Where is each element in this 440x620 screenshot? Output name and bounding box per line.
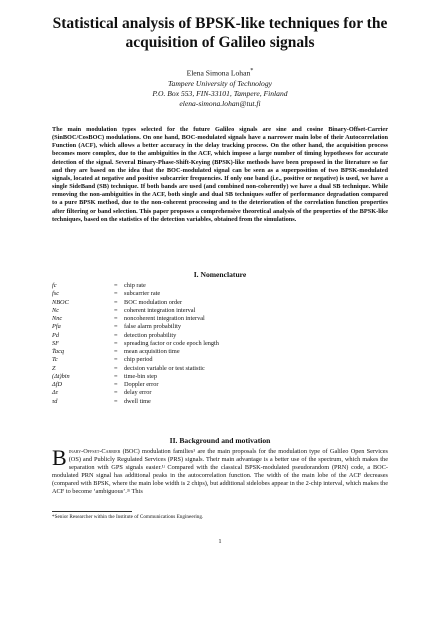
abstract: The main modulation types selected for the future Galileo signals are sine and cosine Binary-Offset-Carrier (SinBOC/CosBOC) modulations. On one hand, BOC-modulated signals have a narrower main lobe of their Autocorrelation Function (ACF), which allows a better accuracy in the delay tracking process. On the other hand, the acquisition process becomes more complex, due to the ambiguities in the ACF, which impose a large number of timing hypotheses for accurate detection of the signal. Several Binary-Phase-Shift-Keying (BPSK)-like methods have been proposed in the literature so far and they are based on the idea that the BOC-modulated signal can be seen as a superposition of two BPSK-modulated signals, located at negative and positive subcarrier frequencies. If only one band (i.e., positive or negative) is used, we have a single SideBand (SB) technique. If both bands are used (and combined non-coherently) we have a dual SB technique. While removing the non-ambiguities in the ACF, both single and dual SB techniques suffer of performance degradation compared to a pure BPSK method, due to the non-coherent processing and to the deterioration of the correlation function properties after filtering or band selection. This paper proposes a comprehensive theoretical analysis of the properties of the BPSK-like techniques, based on the statistics of the detection variables, obtained from the simulations.	[52, 126, 388, 223]
nomenclature-definition: chip rate	[124, 282, 146, 289]
nomenclature-symbol: Pfa	[52, 323, 61, 331]
nomenclature-row	[52, 290, 388, 298]
title-line-2: acquisition of Galileo signals	[125, 34, 315, 51]
nomenclature-definition: mean acquisition time	[124, 348, 180, 355]
nomenclature-heading: I. Nomenclature	[193, 270, 247, 279]
nomenclature-symbol: Tc	[52, 356, 58, 364]
nomenclature-equals: =	[114, 348, 118, 355]
nomenclature-row	[52, 389, 388, 397]
nomenclature-row	[52, 356, 388, 364]
background-heading: II. Background and motivation	[169, 436, 271, 445]
background-paragraph	[52, 445, 388, 497]
nomenclature-definition: Doppler error	[124, 381, 159, 388]
nomenclature-row	[52, 282, 388, 290]
background-text: (BOC) modulation families¹ are the main proposals for the modulation type of Galileo Open Services (OS) and Publicly Regulated Services (PRS) signals. Their main advantage is a better use of the spectrum, which makes the separation with GPS signals easier.¹ʲ Compared with the classical BPSK-modulated pseudorandom (PRN) code, a BOC-modulated PRN signal has additional peaks in the autocorrelation function. The width of the main lobe of the ACF decreases (compared with BPSK, where the main lobe width is 2 chips), but additional sidelobes appear in the 2-chip interval, which makes the ACF to become ‘ambiguous’.³ʴ This	[52, 448, 388, 496]
footnote: *Senior Researcher within the Institute of Communications Engineering.	[52, 514, 204, 520]
nomenclature-symbol: Δτ	[52, 389, 58, 397]
affiliation: Tampere University of Technology	[168, 78, 272, 88]
footnote-rule	[52, 511, 132, 512]
nomenclature-definition: subcarrier rate	[124, 290, 161, 298]
nomenclature-row	[52, 332, 388, 340]
email: elena-simona.lohan@tut.fi	[179, 99, 261, 109]
nomenclature-symbol: NBOC	[52, 298, 69, 306]
author-mark: *	[250, 67, 254, 74]
nomenclature-symbol: ΔfD	[52, 381, 62, 388]
nomenclature-equals: =	[114, 331, 118, 339]
nomenclature-symbol: fc	[52, 282, 57, 289]
nomenclature-definition: coherent integration interval	[124, 306, 196, 314]
nomenclature-definition: false alarm probability	[124, 323, 182, 331]
nomenclature-symbol: Nnc	[52, 315, 63, 322]
nomenclature-equals: =	[114, 356, 118, 364]
nomenclature-symbol: (Δt)bin	[52, 372, 70, 380]
nomenclature-row	[52, 365, 388, 373]
nomenclature-row	[52, 381, 388, 389]
nomenclature-row	[52, 323, 388, 331]
nomenclature-symbol: Nc	[52, 306, 59, 314]
nomenclature-row	[52, 348, 388, 356]
nomenclature-row	[52, 315, 388, 323]
nomenclature-equals: =	[114, 339, 118, 347]
nomenclature-equals: =	[114, 372, 118, 380]
nomenclature-symbol: τd	[52, 397, 58, 405]
nomenclature-symbol: SF	[52, 339, 59, 347]
nomenclature-equals: =	[114, 282, 118, 289]
nomenclature-row	[52, 373, 388, 381]
nomenclature-equals: =	[114, 389, 118, 397]
nomenclature-row	[52, 340, 388, 348]
lead-words: inary-Offset-Carrier	[68, 448, 121, 455]
title-line-1: Statistical analysis of BPSK-like techniques for the	[52, 15, 388, 32]
dropcap-letter: B	[52, 445, 67, 470]
nomenclature-definition: delay error	[124, 389, 152, 397]
nomenclature-definition: time-bin step	[124, 372, 158, 380]
nomenclature-equals: =	[114, 323, 118, 331]
nomenclature-definition: decision variable or test statistic	[124, 364, 205, 372]
nomenclature-row	[52, 398, 388, 406]
nomenclature-definition: BOC modulation order	[124, 298, 183, 306]
nomenclature-equals: =	[114, 381, 118, 388]
nomenclature-symbol: T̄acq	[52, 348, 65, 355]
address: P.O. Box 553, FIN-33101, Tampere, Finland	[152, 88, 288, 98]
nomenclature-equals: =	[114, 315, 118, 322]
nomenclature-equals: =	[114, 364, 118, 372]
nomenclature-equals: =	[114, 298, 118, 306]
nomenclature-symbol: Z	[52, 364, 56, 372]
nomenclature-definition: detection probability	[124, 331, 177, 339]
nomenclature-definition: noncoherent integration interval	[124, 315, 205, 322]
nomenclature-symbol: Pd	[52, 331, 59, 339]
nomenclature-definition: chip period	[124, 356, 153, 364]
nomenclature-equals: =	[114, 397, 118, 405]
page-number: 1	[218, 538, 222, 545]
nomenclature-symbol: fsc	[52, 290, 59, 298]
nomenclature-list	[52, 282, 388, 406]
nomenclature-definition: dwell time	[124, 397, 151, 405]
author-name: Elena Simona Lohan*	[186, 67, 254, 78]
nomenclature-row	[52, 307, 388, 315]
author-block	[80, 66, 360, 109]
nomenclature-definition: spreading factor or code epoch length	[124, 339, 219, 347]
nomenclature-equals: =	[114, 290, 118, 298]
nomenclature-row	[52, 299, 388, 307]
paper-title	[30, 14, 410, 52]
nomenclature-equals: =	[114, 306, 118, 314]
